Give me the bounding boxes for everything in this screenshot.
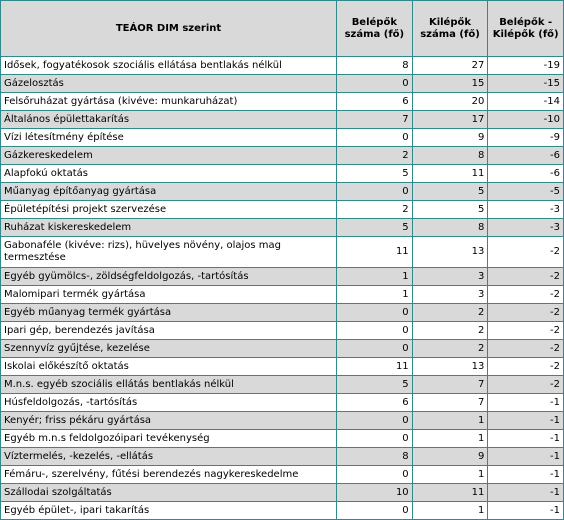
row-leavers-cell: 7 bbox=[412, 394, 488, 412]
row-net-cell: -5 bbox=[488, 183, 564, 201]
table-row bbox=[1, 237, 564, 268]
row-net-cell: -9 bbox=[488, 129, 564, 147]
row-net-cell: -2 bbox=[488, 304, 564, 322]
row-name-cell: Kenyér; friss pékáru gyártása bbox=[1, 412, 337, 430]
row-name-cell: Egyéb gyümölcs-, zöldségfeldolgozás, -tartósítás bbox=[1, 268, 337, 286]
row-entrants-cell: 11 bbox=[337, 237, 413, 268]
row-entrants-cell: 0 bbox=[337, 340, 413, 358]
row-leavers-cell: 8 bbox=[412, 219, 488, 237]
row-name-cell: Egyéb m.n.s feldolgozóipari tevékenység bbox=[1, 430, 337, 448]
row-entrants-cell: 11 bbox=[337, 358, 413, 376]
table-row bbox=[1, 286, 564, 304]
table-row bbox=[1, 165, 564, 183]
row-entrants-cell: 6 bbox=[337, 394, 413, 412]
table-row bbox=[1, 147, 564, 165]
row-name-cell: Alapfokú oktatás bbox=[1, 165, 337, 183]
table-row bbox=[1, 219, 564, 237]
table-row bbox=[1, 502, 564, 520]
row-name-cell: Malomipari termék gyártása bbox=[1, 286, 337, 304]
row-entrants-cell: 8 bbox=[337, 57, 413, 75]
table-row bbox=[1, 268, 564, 286]
row-entrants-cell: 0 bbox=[337, 129, 413, 147]
table-row bbox=[1, 412, 564, 430]
row-leavers-cell: 9 bbox=[412, 448, 488, 466]
row-name-cell: Műanyag építőanyag gyártása bbox=[1, 183, 337, 201]
row-leavers-cell: 5 bbox=[412, 201, 488, 219]
row-entrants-cell: 0 bbox=[337, 75, 413, 93]
table-row bbox=[1, 484, 564, 502]
row-leavers-cell: 1 bbox=[412, 412, 488, 430]
row-entrants-cell: 1 bbox=[337, 286, 413, 304]
table-row bbox=[1, 448, 564, 466]
table-row bbox=[1, 430, 564, 448]
row-name-cell: Ruházat kiskereskedelem bbox=[1, 219, 337, 237]
row-leavers-cell: 9 bbox=[412, 129, 488, 147]
header-leavers: Kilépők száma (fő) bbox=[412, 1, 488, 57]
row-entrants-cell: 6 bbox=[337, 93, 413, 111]
row-leavers-cell: 1 bbox=[412, 430, 488, 448]
row-name-cell: Vízi létesítmény építése bbox=[1, 129, 337, 147]
row-leavers-cell: 13 bbox=[412, 358, 488, 376]
row-entrants-cell: 0 bbox=[337, 502, 413, 520]
row-leavers-cell: 1 bbox=[412, 466, 488, 484]
table-row bbox=[1, 466, 564, 484]
row-entrants-cell: 0 bbox=[337, 430, 413, 448]
row-net-cell: -1 bbox=[488, 412, 564, 430]
row-leavers-cell: 1 bbox=[412, 502, 488, 520]
row-entrants-cell: 10 bbox=[337, 484, 413, 502]
row-name-cell: Egyéb műanyag termék gyártása bbox=[1, 304, 337, 322]
row-leavers-cell: 7 bbox=[412, 376, 488, 394]
row-name-cell: Szennyvíz gyűjtése, kezelése bbox=[1, 340, 337, 358]
row-name-cell: Gázkereskedelem bbox=[1, 147, 337, 165]
row-leavers-cell: 2 bbox=[412, 304, 488, 322]
table-row bbox=[1, 201, 564, 219]
table-row bbox=[1, 340, 564, 358]
row-net-cell: -2 bbox=[488, 358, 564, 376]
table-row bbox=[1, 93, 564, 111]
row-leavers-cell: 27 bbox=[412, 57, 488, 75]
row-leavers-cell: 17 bbox=[412, 111, 488, 129]
row-net-cell: -15 bbox=[488, 75, 564, 93]
table-row bbox=[1, 358, 564, 376]
row-name-cell: Idősek, fogyatékosok szociális ellátása bentlakás nélkül bbox=[1, 57, 337, 75]
row-entrants-cell: 0 bbox=[337, 466, 413, 484]
table-row bbox=[1, 322, 564, 340]
row-leavers-cell: 11 bbox=[412, 165, 488, 183]
table-row bbox=[1, 75, 564, 93]
row-name-cell: Gabonaféle (kivéve: rizs), hüvelyes növény, olajos mag termesztése bbox=[1, 237, 337, 268]
row-net-cell: -1 bbox=[488, 394, 564, 412]
table-row bbox=[1, 57, 564, 75]
row-leavers-cell: 13 bbox=[412, 237, 488, 268]
row-net-cell: -14 bbox=[488, 93, 564, 111]
row-leavers-cell: 5 bbox=[412, 183, 488, 201]
row-net-cell: -2 bbox=[488, 340, 564, 358]
row-net-cell: -2 bbox=[488, 322, 564, 340]
row-name-cell: Szállodai szolgáltatás bbox=[1, 484, 337, 502]
header-teaor: TEÁOR DIM szerint bbox=[1, 1, 337, 57]
row-net-cell: -2 bbox=[488, 376, 564, 394]
table-row bbox=[1, 111, 564, 129]
header-entrants: Belépők száma (fő) bbox=[337, 1, 413, 57]
row-name-cell: Felsőruházat gyártása (kivéve: munkaruházat) bbox=[1, 93, 337, 111]
row-net-cell: -1 bbox=[488, 484, 564, 502]
row-name-cell: Ipari gép, berendezés javítása bbox=[1, 322, 337, 340]
row-name-cell: Épületépítési projekt szervezése bbox=[1, 201, 337, 219]
row-name-cell: Víztermelés, -kezelés, -ellátás bbox=[1, 448, 337, 466]
row-entrants-cell: 0 bbox=[337, 183, 413, 201]
row-net-cell: -6 bbox=[488, 165, 564, 183]
row-leavers-cell: 8 bbox=[412, 147, 488, 165]
row-entrants-cell: 5 bbox=[337, 219, 413, 237]
row-name-cell: M.n.s. egyéb szociális ellátás bentlakás nélkül bbox=[1, 376, 337, 394]
table-row bbox=[1, 394, 564, 412]
row-leavers-cell: 2 bbox=[412, 322, 488, 340]
row-net-cell: -3 bbox=[488, 219, 564, 237]
row-entrants-cell: 5 bbox=[337, 376, 413, 394]
table-row bbox=[1, 376, 564, 394]
row-net-cell: -6 bbox=[488, 147, 564, 165]
row-entrants-cell: 0 bbox=[337, 304, 413, 322]
header-row bbox=[1, 1, 564, 57]
row-entrants-cell: 2 bbox=[337, 147, 413, 165]
row-leavers-cell: 15 bbox=[412, 75, 488, 93]
row-entrants-cell: 5 bbox=[337, 165, 413, 183]
row-entrants-cell: 7 bbox=[337, 111, 413, 129]
row-net-cell: -19 bbox=[488, 57, 564, 75]
row-entrants-cell: 2 bbox=[337, 201, 413, 219]
row-name-cell: Gázelosztás bbox=[1, 75, 337, 93]
row-entrants-cell: 0 bbox=[337, 412, 413, 430]
row-entrants-cell: 1 bbox=[337, 268, 413, 286]
row-name-cell: Egyéb épület-, ipari takarítás bbox=[1, 502, 337, 520]
row-net-cell: -3 bbox=[488, 201, 564, 219]
header-net: Belépők - Kilépők (fő) bbox=[488, 1, 564, 57]
row-name-cell: Húsfeldolgozás, -tartósítás bbox=[1, 394, 337, 412]
row-name-cell: Iskolai előkészítő oktatás bbox=[1, 358, 337, 376]
row-net-cell: -1 bbox=[488, 448, 564, 466]
table-row bbox=[1, 304, 564, 322]
row-name-cell: Fémáru-, szerelvény, fűtési berendezés nagykereskedelme bbox=[1, 466, 337, 484]
row-net-cell: -10 bbox=[488, 111, 564, 129]
table-row bbox=[1, 129, 564, 147]
row-net-cell: -2 bbox=[488, 237, 564, 268]
row-leavers-cell: 11 bbox=[412, 484, 488, 502]
row-leavers-cell: 2 bbox=[412, 340, 488, 358]
row-leavers-cell: 20 bbox=[412, 93, 488, 111]
row-net-cell: -2 bbox=[488, 268, 564, 286]
row-name-cell: Általános épülettakarítás bbox=[1, 111, 337, 129]
table-row bbox=[1, 183, 564, 201]
row-leavers-cell: 3 bbox=[412, 268, 488, 286]
row-net-cell: -2 bbox=[488, 286, 564, 304]
row-leavers-cell: 3 bbox=[412, 286, 488, 304]
row-entrants-cell: 8 bbox=[337, 448, 413, 466]
row-net-cell: -1 bbox=[488, 502, 564, 520]
row-net-cell: -1 bbox=[488, 466, 564, 484]
row-net-cell: -1 bbox=[488, 430, 564, 448]
row-entrants-cell: 0 bbox=[337, 322, 413, 340]
